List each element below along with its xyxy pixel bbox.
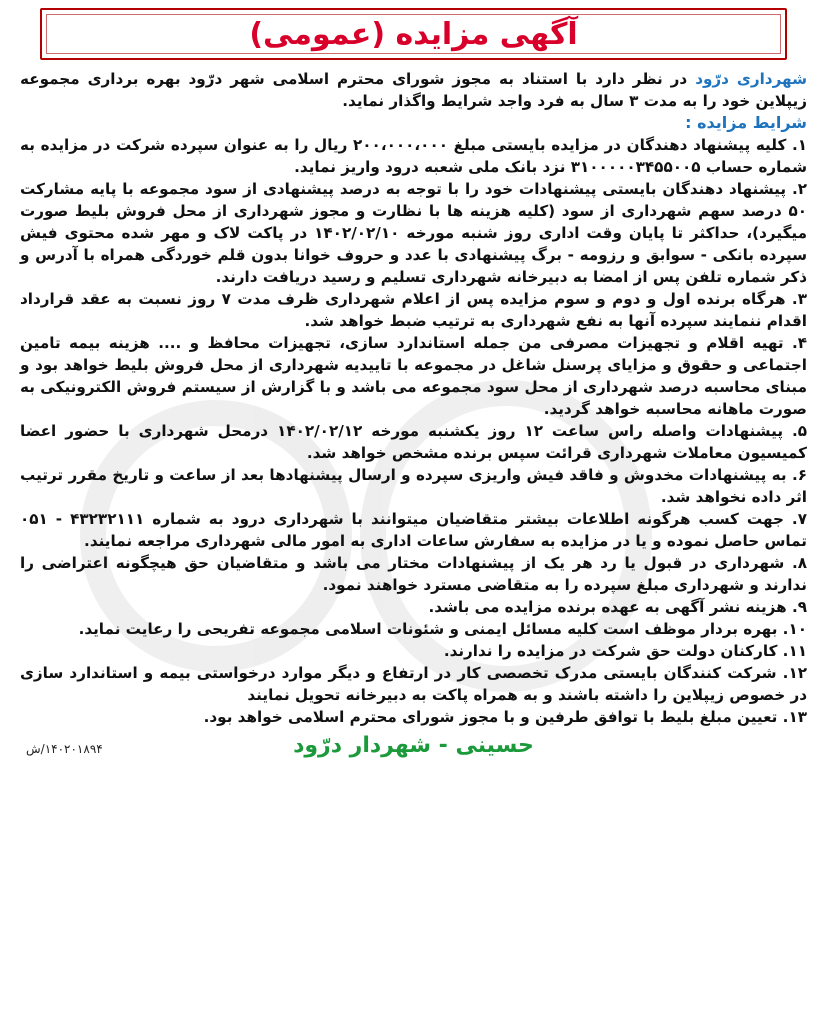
condition-item: ۱۰. بهره بردار موظف است کلیه مسائل ایمنی و شئونات اسلامی مجموعه تفریحی را رعایت نماید. [78,620,807,638]
intro-paragraph [20,68,807,112]
intro-text: در نظر دارد با استناد به مجوز شورای محترم اسلامی شهر درّود بهره برداری مجموعه زیپلاین خود را به مدت ۳ سال به فرد واجد شرایط واگذار نماید. [20,70,807,110]
conditions-heading: شرایط مزایده : [685,113,807,132]
condition-item: ۳. هرگاه برنده اول و دوم و سوم مزایده پس از اعلام شهرداری ظرف مدت ۷ روز نسبت به عقد قرارداد اقدام ننمایند سپرده آنها به نفع شهرداری به ترتیب ضبط خواهد شد. [20,290,807,330]
condition-item: ۴. تهیه اقلام و تجهیزات مصرفی من جمله استاندارد سازی، تجهیزات محافظ و .... هزینه بیمه تامین اجتماعی و حقوق و مزایای پرسنل شاغل در مجموعه با تاییدیه شهرداری از محل فروش بلیط خواهد بود و مبنای محاسبه درصد شهرداری از محل سود مجموعه می باشد و با گزارش از سیستم فروش الکترونیکی به صورت ماهانه محاسبه خواهد گردید. [20,334,807,418]
notice-footer [20,730,807,760]
publication-code: ۱۴۰۲۰۱۸۹۴/ش [26,742,103,756]
page-title: آگهی مزایده (عمومی) [249,16,578,52]
condition-item: ۹. هزینه نشر آگهی به عهده برنده مزایده می باشد. [428,598,807,616]
condition-item: ۸. شهرداری در قبول یا رد هر یک از پیشنهادات مختار می باشد و متقاضیان حق هیچگونه اعتراضی را ندارند و شهرداری مبلغ سپرده را به متقاضی مسترد خواهند نمود. [20,554,807,594]
intro-lead: شهرداری درّود [695,70,807,88]
condition-item: ۷. جهت کسب هرگونه اطلاعات بیشتر متقاضیان میتوانند با شهرداری درود به شماره ۴۳۲۳۲۱۱۱ - ۰۵۱ تماس حاصل نموده و یا در مزایده به سفارش ساعات اداری به امور مالی شهرداری مراجعه نمایند. [20,510,807,550]
condition-item: ۵. پیشنهادات واصله راس ساعت ۱۲ روز یکشنبه مورخه ۱۴۰۲/۰۲/۱۲ درمحل شهرداری با حضور اعضا کمیسیون معاملات شهرداری قرائت سپس برنده مشخص خواهد شد. [20,422,808,462]
condition-item: ۲. پیشنهاد دهندگان بایستی پیشنهادات خود را با توجه به درصد پیشنهادی از سود مجموعه با پایه مشارکت ۵۰ درصد سهم شهرداری از سود (کلیه هزینه ها با نظارت و مجوز شهرداری از محل فروش بلیط صورت میگیرد)، حداکثر تا پایان وقت اداری روز شنبه مورخه ۱۴۰۲/۰۲/۱۰ در پاکت لاک و مهر شده محتوی فیش سپرده بانکی - سوابق و رزومه - برگ پیشنهادی با عدد و حروف خوانا بدون قلم خوردگی همراه با آدرس و ذکر شماره تلفن پس از امضا به دبیرخانه شهرداری تسلیم و رسید دریافت دارند. [20,180,808,286]
notice-body [20,68,807,728]
condition-item: ۱۱. کارکنان دولت حق شرکت در مزایده را ندارند. [443,642,807,660]
title-frame [40,8,787,60]
condition-item: ۱۲. شرکت کنندگان بایستی مدرک تخصصی کار در ارتفاع و دیگر موارد درخواستی بیمه و استاندارد سازی در خصوص زیپلاین را داشته باشند و به همراه پاکت به دبیرخانه تحویل نمایند [20,664,807,704]
condition-item: ۶. به پیشنهادات مخدوش و فاقد فیش واریزی سپرده و ارسال پیشنهادها بعد از ساعت و تاریخ مقرر ترتیب اثر داده نخواهد شد. [20,466,807,506]
mayor-signature: حسینی - شهردار درّود [293,732,534,758]
condition-item: ۱. کلیه پیشنهاد دهندگان در مزایده بایستی مبلغ ۲۰۰،۰۰۰،۰۰۰ ریال را به عنوان سپرده شرکت در مزایده به شماره حساب ۳۱۰۰۰۰۰۳۴۵۵۰۰۵ نزد بانک ملی شعبه درود واریز نماید. [20,136,807,176]
condition-item: ۱۳. تعیین مبلغ بلیط با توافق طرفین و با مجوز شورای محترم اسلامی خواهد بود. [203,708,807,726]
